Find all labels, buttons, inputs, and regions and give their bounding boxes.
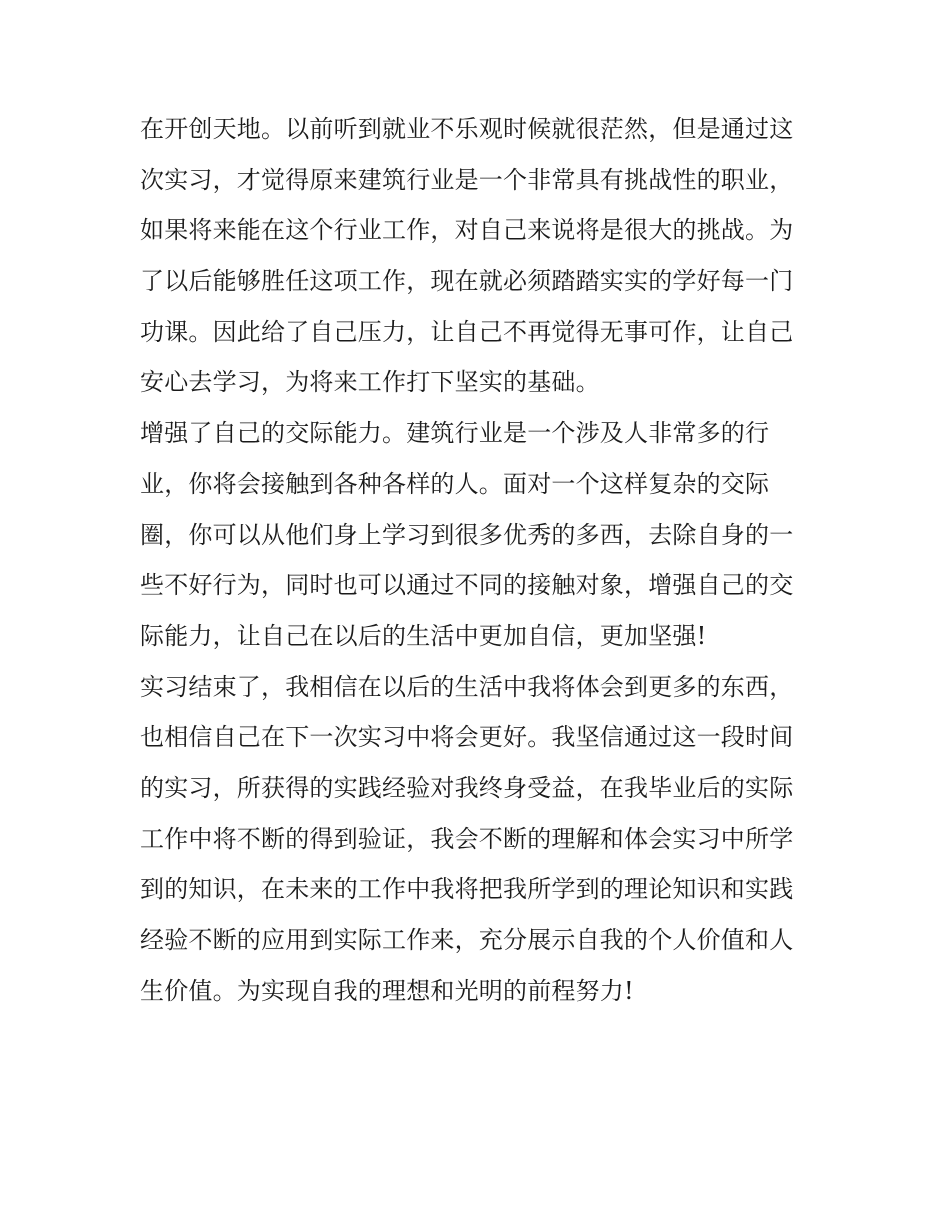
- text-line: 也相信自己在下一次实习中将会更好。我坚信通过这一段时间: [140, 723, 794, 752]
- text-line: 在开创天地。以前听到就业不乐观时候就很茫然，但是通过这: [140, 115, 794, 143]
- text-line: 生价值。为实现自我的理想和光明的前程努力!: [140, 976, 634, 1005]
- text-line: 功课。因此给了自己压力，让自己不再觉得无事可作，让自己: [140, 317, 794, 346]
- text-line: 际能力，让自己在以后的生活中更加自信，更加坚强!: [140, 621, 707, 650]
- text-line: 工作中将不断的得到验证，我会不断的理解和体会实习中所学: [140, 824, 794, 853]
- text-line: 安心去学习，为将来工作打下坚实的基础。: [140, 368, 600, 397]
- text-line: 增强了自己的交际能力。建筑行业是一个涉及人非常多的行: [140, 419, 770, 448]
- text-line: 经验不断的应用到实际工作来，充分展示自我的个人价值和人: [140, 926, 794, 954]
- text-line: 实习结束了，我相信在以后的生活中我将体会到更多的东西，: [140, 672, 794, 701]
- text-line: 些不好行为，同时也可以通过不同的接触对象，增强自己的交: [140, 571, 794, 600]
- text-line: 次实习，才觉得原来建筑行业是一个非常具有挑战性的职业，: [140, 165, 794, 194]
- text-line: 到的知识，在未来的工作中我将把我所学到的理论知识和实践: [140, 875, 794, 904]
- text-line: 业，你将会接触到各种各样的人。面对一个这样复杂的交际: [140, 469, 770, 498]
- paragraph-practice-reflection: [140, 104, 820, 408]
- text-line: 了以后能够胜任这项工作，现在就必须踏踏实实的学好每一门: [140, 267, 794, 296]
- text-line: 圈，你可以从他们身上学习到很多优秀的多西，去除自身的一: [140, 520, 794, 549]
- paragraph-conclusion: [140, 662, 820, 1017]
- document-body: [140, 104, 820, 1016]
- text-line: 的实习，所获得的实践经验对我终身受益，在我毕业后的实际: [140, 773, 794, 802]
- text-line: 如果将来能在这个行业工作，对自己来说将是很大的挑战。为: [140, 216, 794, 245]
- paragraph-social-skills: [140, 408, 820, 661]
